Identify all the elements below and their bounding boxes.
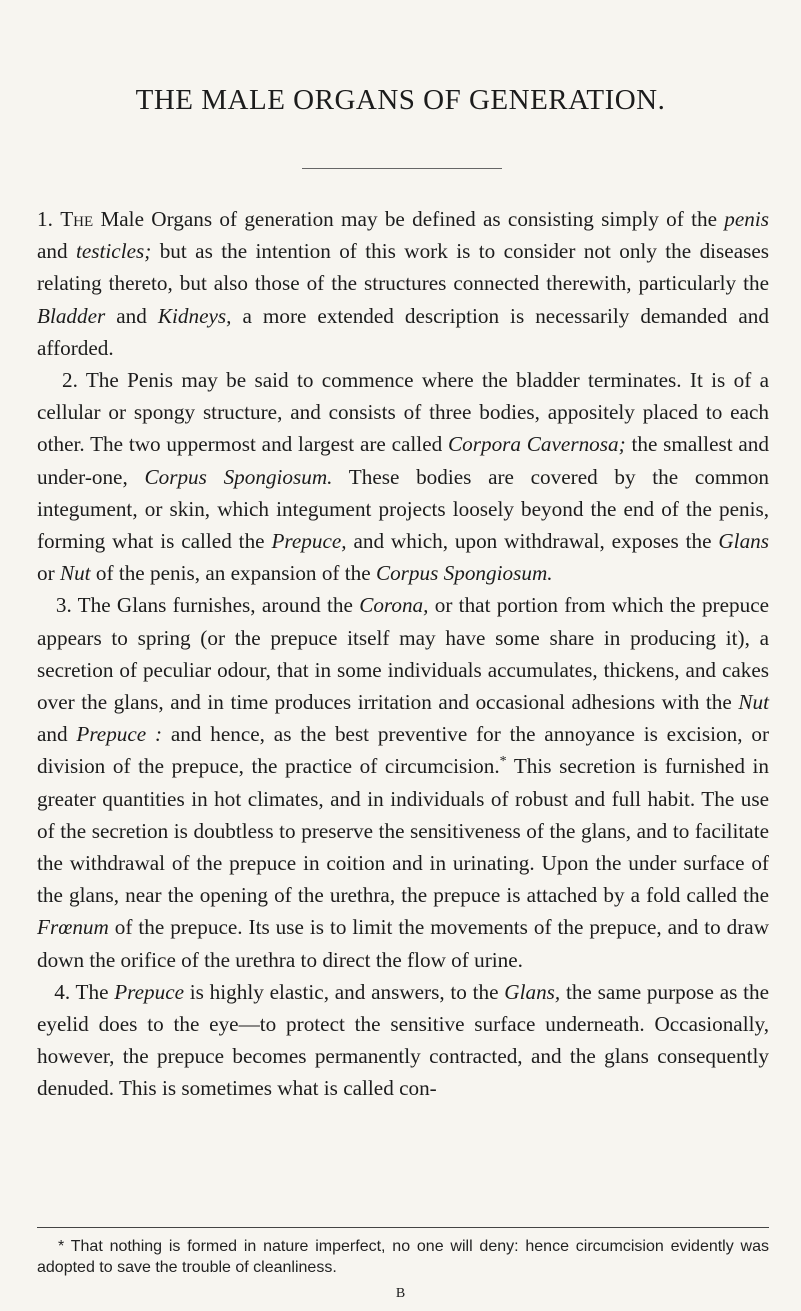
text-run: and xyxy=(105,303,158,328)
italic-term: testicles; xyxy=(76,239,152,264)
italic-term: Bladder xyxy=(37,303,106,328)
text-run: and xyxy=(37,722,77,747)
paragraph-number: 1. xyxy=(37,207,53,231)
signature-mark: B xyxy=(395,1286,406,1301)
italic-term: Kidneys, xyxy=(157,303,232,328)
footnote-rule xyxy=(37,1227,769,1228)
italic-term: Prepuce : xyxy=(76,722,163,747)
text-run: This secretion is furnished in greater quantities in hot climates, and in individuals of robust and full habit. The use of the secretion is doubtless to preserve the sensitiveness of the glans, and to facilitate the withdrawal of the prepuce in coition and in urinating. Upon the under surface of the glans, near the opening of the urethra, the prepuce is attached by a fold called the xyxy=(37,754,769,908)
text-run: The Glans furnishes, around the xyxy=(71,593,360,618)
page-title: THE MALE ORGANS OF GENERATION. xyxy=(135,84,666,116)
footnote-marker[interactable]: * xyxy=(499,754,507,770)
italic-term: Corpora Cavernosa; xyxy=(448,432,626,457)
paragraph-number: 4. xyxy=(54,979,71,1004)
paragraph-2 xyxy=(37,364,769,589)
footnote-text: * That nothing is formed in nature imperfect, no one will deny: hence circumcision evidently was adopted to save the trouble of cleanliness. xyxy=(37,1238,769,1276)
italic-term: Corona, xyxy=(359,593,429,618)
italic-term: Glans, xyxy=(504,979,561,1004)
italic-term: Nut xyxy=(738,690,769,715)
text-run: and xyxy=(37,239,76,264)
footnote xyxy=(37,1236,769,1278)
paragraph-number: 2. xyxy=(62,368,78,393)
text-run: of the penis, an expansion of the xyxy=(90,561,376,586)
text-run: is highly elastic, and answers, to the xyxy=(184,979,505,1004)
text-run: and hence, as the best preventive for the annoyance is excision, or division of the prepuce, the practice of circumcision. xyxy=(37,722,770,779)
paragraph-3 xyxy=(37,589,769,975)
paragraph-1 xyxy=(37,203,769,364)
paragraph-number: 3. xyxy=(55,593,72,618)
text-run: or xyxy=(37,561,60,586)
italic-term: Prepuce, xyxy=(271,529,347,554)
text-run: These bodies are covered by the common integument, or skin, which integument projects loosely beyond the end of the penis, forming what is called the xyxy=(37,464,770,554)
text-run: or that portion from which the prepuce appears to spring (or the prepuce itself may have some share in producing it), a secretion of peculiar odour, that in some individuals accumulates, thickens, and cakes over the glans, and in time produces irritation and occasional adhesions with the xyxy=(37,593,769,715)
title-rule xyxy=(302,168,502,169)
text-run: but as the intention of this work is to consider not only the diseases relating thereto, but also those of the structures connected therewith, particularly the xyxy=(37,239,770,296)
italic-term: Corpus Spongiosum. xyxy=(144,464,333,489)
italic-term: Prepuce xyxy=(114,979,185,1004)
text-run: and which, upon withdrawal, exposes the xyxy=(346,529,719,554)
italic-term: Glans xyxy=(718,529,769,554)
text-run: the same purpose as the eyelid does to the eye—to protect the sensitive surface underneath. Occasionally, however, the prepuce becomes permanently contracted, and the glans consequently denuded. This is sometimes what is called con- xyxy=(37,979,770,1101)
lead-word: The xyxy=(60,207,94,231)
paragraph-4 xyxy=(37,976,769,1105)
text-run: of the prepuce. Its use is to limit the movements of the prepuce, and to draw down the orifice of the urethra to direct the flow of urine. xyxy=(37,915,769,972)
text-run: the smallest and under-one, xyxy=(37,432,769,489)
italic-term: Frœnum xyxy=(37,915,109,940)
text-run: The xyxy=(70,979,115,1004)
italic-term: Corpus Spongiosum. xyxy=(375,561,553,586)
italic-term: penis xyxy=(724,207,770,231)
italic-term: Nut xyxy=(59,561,91,586)
body-text xyxy=(37,203,769,1105)
text-run: The Penis may be said to commence where the bladder terminates. It is of a cellular or spongy structure, and consists of three bodies, appositely placed to each other. The two uppermost and largest are called xyxy=(37,368,770,457)
text-run: a more extended description is necessarily demanded and afforded. xyxy=(37,303,769,360)
text-run: Male Organs of generation may be defined as consisting simply of the xyxy=(93,207,725,231)
